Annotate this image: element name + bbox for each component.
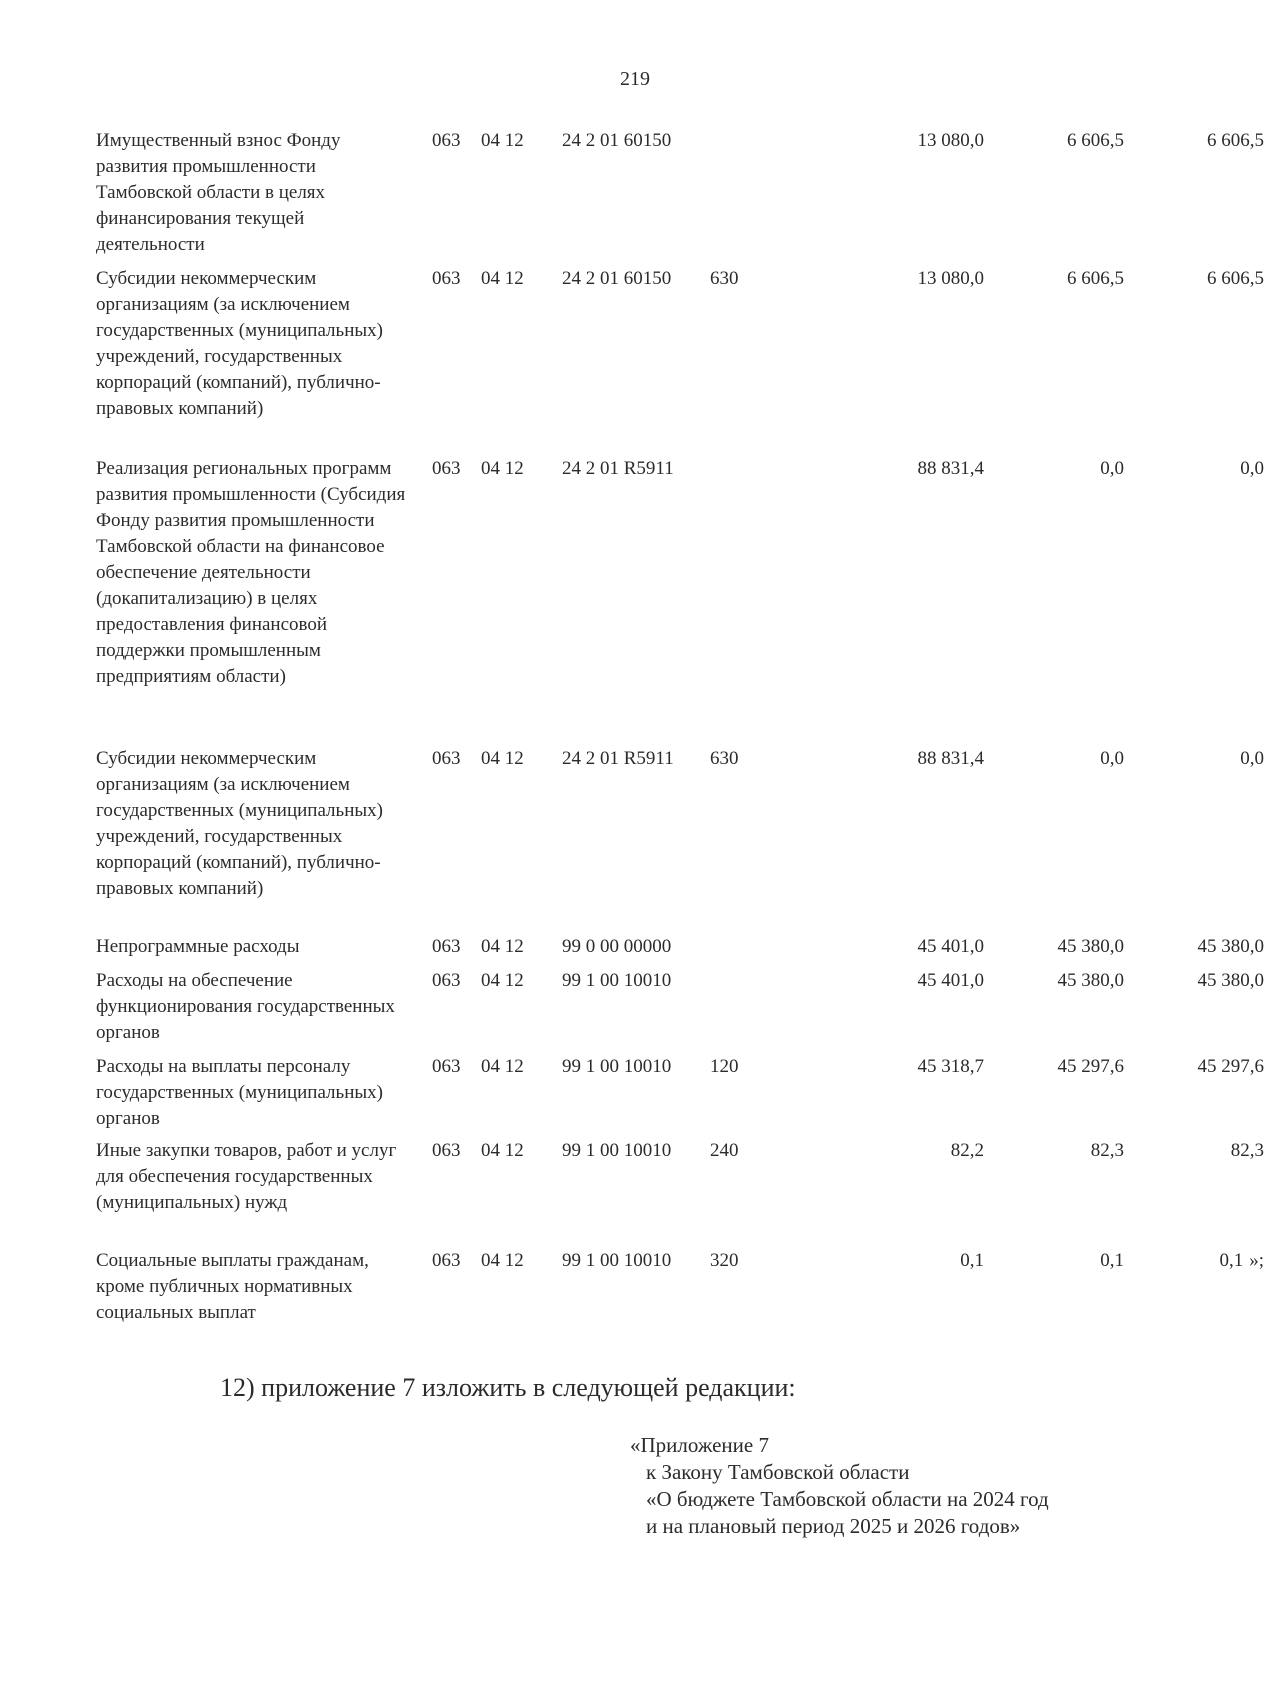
ministry-code-cell-value: 063 — [432, 748, 461, 769]
budget-table — [96, 128, 1264, 1332]
row-description: Субсидии некоммерческим организациям (за исключением государственных (муниципальных) учреждений, государственных корпораций (компаний), публично-правовых компаний) — [96, 268, 383, 419]
target-article-cell — [562, 1248, 702, 1274]
section-code-cell — [481, 266, 531, 292]
section-code-cell-value: 04 12 — [481, 936, 524, 957]
ministry-code-cell — [432, 1248, 472, 1274]
target-article-cell-value: 24 2 01 R5911 — [562, 748, 674, 769]
amount-2026-cell-value: 6 606,5 — [1207, 130, 1264, 151]
amount-2026-cell-value: 45 380,0 — [1197, 970, 1264, 991]
expense-type-cell-value: 320 — [710, 1250, 739, 1271]
amount-2026-cell-value: 0,1 — [1219, 1250, 1244, 1271]
expense-type-cell — [710, 1054, 750, 1080]
section-code-cell — [481, 1248, 531, 1274]
ministry-code-cell — [432, 266, 472, 292]
section-code-cell-value: 04 12 — [481, 1140, 524, 1161]
expense-type-cell-value: 630 — [710, 268, 739, 289]
table-row — [96, 968, 1264, 1054]
amount-2024-cell-value: 45 318,7 — [917, 1056, 984, 1077]
table-row — [96, 1054, 1264, 1138]
amount-2025-cell-value: 45 380,0 — [1057, 970, 1124, 991]
row-description: Социальные выплаты гражданам, кроме публичных нормативных социальных выплат — [96, 1250, 369, 1323]
appendix-law-title: «О бюджете Тамбовской области на 2024 год — [646, 1487, 1049, 1511]
expense-type-cell — [710, 266, 750, 292]
closing-quote-mark: »; — [1249, 1250, 1264, 1271]
target-article-cell — [562, 1138, 702, 1164]
appendix-title: «Приложение 7 — [630, 1433, 769, 1457]
section-code-cell — [481, 1138, 531, 1164]
amount-2024-cell-value: 88 831,4 — [917, 458, 984, 479]
table-row — [96, 128, 1264, 266]
expense-type-cell — [710, 1248, 750, 1274]
appendix-reference — [630, 1432, 1049, 1540]
amount-2026-cell — [1096, 1054, 1264, 1080]
amount-2025-cell-value: 6 606,5 — [1067, 130, 1124, 151]
amount-2026-cell-value: 45 297,6 — [1197, 1056, 1264, 1077]
row-description: Реализация региональных программ развития промышленности (Субсидия Фонду развития промышленности Тамбовской области на финансовое обеспечение деятельности (докапитализацию) в целях предоставления финансовой поддержки промышленным предприятиям области) — [96, 458, 406, 687]
section-code-cell — [481, 934, 531, 960]
ministry-code-cell-value: 063 — [432, 936, 461, 957]
expense-type-cell — [710, 1138, 750, 1164]
target-article-cell — [562, 746, 702, 772]
amount-2026-cell — [1096, 456, 1264, 482]
ministry-code-cell-value: 063 — [432, 458, 461, 479]
section-code-cell — [481, 1054, 531, 1080]
ministry-code-cell-value: 063 — [432, 268, 461, 289]
ministry-code-cell-value: 063 — [432, 1140, 461, 1161]
target-article-cell — [562, 266, 702, 292]
amount-2024-cell-value: 45 401,0 — [917, 970, 984, 991]
row-description: Имущественный взнос Фонду развития промышленности Тамбовской области в целях финансирования текущей деятельности — [96, 130, 341, 255]
ministry-code-cell-value: 063 — [432, 130, 461, 151]
section-code-cell-value: 04 12 — [481, 970, 524, 991]
amount-2025-cell-value: 0,1 — [1100, 1250, 1124, 1271]
section-code-cell-value: 04 12 — [481, 268, 524, 289]
row-description: Иные закупки товаров, работ и услуг для обеспечения государственных (муниципальных) нужд — [96, 1140, 397, 1213]
section-code-cell-value: 04 12 — [481, 1056, 524, 1077]
target-article-cell — [562, 128, 702, 154]
amount-2026-cell-value: 0,0 — [1240, 748, 1264, 769]
amount-2025-cell-value: 0,0 — [1100, 458, 1124, 479]
section-code-cell — [481, 456, 531, 482]
target-article-cell-value: 24 2 01 R5911 — [562, 458, 674, 479]
ministry-code-cell — [432, 968, 472, 994]
section-code-cell-value: 04 12 — [481, 1250, 524, 1271]
table-row — [96, 746, 1264, 934]
table-row — [96, 1138, 1264, 1248]
section-code-cell — [481, 128, 531, 154]
amount-2024-cell-value: 82,2 — [950, 1140, 984, 1161]
appendix-law-period: и на плановый период 2025 и 2026 годов» — [646, 1514, 1021, 1538]
target-article-cell — [562, 456, 702, 482]
amount-2025-cell-value: 82,3 — [1090, 1140, 1124, 1161]
ministry-code-cell-value: 063 — [432, 970, 461, 991]
section-code-cell — [481, 968, 531, 994]
target-article-cell — [562, 968, 702, 994]
ministry-code-cell-value: 063 — [432, 1250, 461, 1271]
section-code-cell-value: 04 12 — [481, 748, 524, 769]
amount-2024-cell-value: 45 401,0 — [917, 936, 984, 957]
expense-type-cell-value: 240 — [710, 1140, 739, 1161]
amount-2026-cell-value: 6 606,5 — [1207, 268, 1264, 289]
amount-2024-cell-value: 88 831,4 — [917, 748, 984, 769]
amount-2025-cell-value: 6 606,5 — [1067, 268, 1124, 289]
amount-2026-cell — [1096, 968, 1264, 994]
target-article-cell-value: 24 2 01 60150 — [562, 130, 672, 151]
amount-2025-cell-value: 0,0 — [1100, 748, 1124, 769]
row-description: Расходы на выплаты персоналу государственных (муниципальных) органов — [96, 1056, 383, 1129]
table-row — [96, 934, 1264, 968]
table-row — [96, 266, 1264, 456]
row-description: Непрограммные расходы — [96, 936, 300, 957]
amount-2026-cell — [1096, 266, 1264, 292]
target-article-cell-value: 99 1 00 10010 — [562, 970, 672, 991]
expense-type-cell-value: 630 — [710, 748, 739, 769]
amount-2026-cell — [1096, 746, 1264, 772]
target-article-cell-value: 99 0 00 00000 — [562, 936, 672, 957]
row-description: Расходы на обеспечение функционирования государственных органов — [96, 970, 395, 1043]
table-row — [96, 456, 1264, 746]
amount-2026-cell — [1096, 128, 1264, 154]
ministry-code-cell — [432, 128, 472, 154]
target-article-cell-value: 99 1 00 10010 — [562, 1056, 672, 1077]
amount-2026-cell — [1096, 1138, 1264, 1164]
section-code-cell — [481, 746, 531, 772]
amount-2026-cell — [1096, 934, 1264, 960]
appendix-law-reference: к Закону Тамбовской области — [646, 1460, 910, 1484]
ministry-code-cell — [432, 934, 472, 960]
target-article-cell — [562, 1054, 702, 1080]
amount-2024-cell-value: 13 080,0 — [917, 268, 984, 289]
row-description: Субсидии некоммерческим организациям (за исключением государственных (муниципальных) учреждений, государственных корпораций (компаний), публично-правовых компаний) — [96, 748, 383, 899]
amendment-instruction: 12) приложение 7 изложить в следующей редакции: — [220, 1373, 796, 1402]
target-article-cell-value: 99 1 00 10010 — [562, 1250, 672, 1271]
target-article-cell — [562, 934, 702, 960]
amount-2026-cell — [1096, 1248, 1264, 1274]
target-article-cell-value: 24 2 01 60150 — [562, 268, 672, 289]
page-number: 219 — [620, 68, 650, 90]
target-article-cell-value: 99 1 00 10010 — [562, 1140, 672, 1161]
ministry-code-cell — [432, 456, 472, 482]
amount-2026-cell-value: 45 380,0 — [1197, 936, 1264, 957]
table-row — [96, 1248, 1264, 1332]
amount-2026-cell-value: 0,0 — [1240, 458, 1264, 479]
ministry-code-cell — [432, 1054, 472, 1080]
ministry-code-cell-value: 063 — [432, 1056, 461, 1077]
amount-2025-cell-value: 45 380,0 — [1057, 936, 1124, 957]
amount-2024-cell-value: 0,1 — [960, 1250, 984, 1271]
section-code-cell-value: 04 12 — [481, 458, 524, 479]
amount-2026-cell-value: 82,3 — [1230, 1140, 1264, 1161]
amount-2025-cell-value: 45 297,6 — [1057, 1056, 1124, 1077]
expense-type-cell — [710, 746, 750, 772]
section-code-cell-value: 04 12 — [481, 130, 524, 151]
ministry-code-cell — [432, 1138, 472, 1164]
ministry-code-cell — [432, 746, 472, 772]
expense-type-cell-value: 120 — [710, 1056, 739, 1077]
amount-2024-cell-value: 13 080,0 — [917, 130, 984, 151]
